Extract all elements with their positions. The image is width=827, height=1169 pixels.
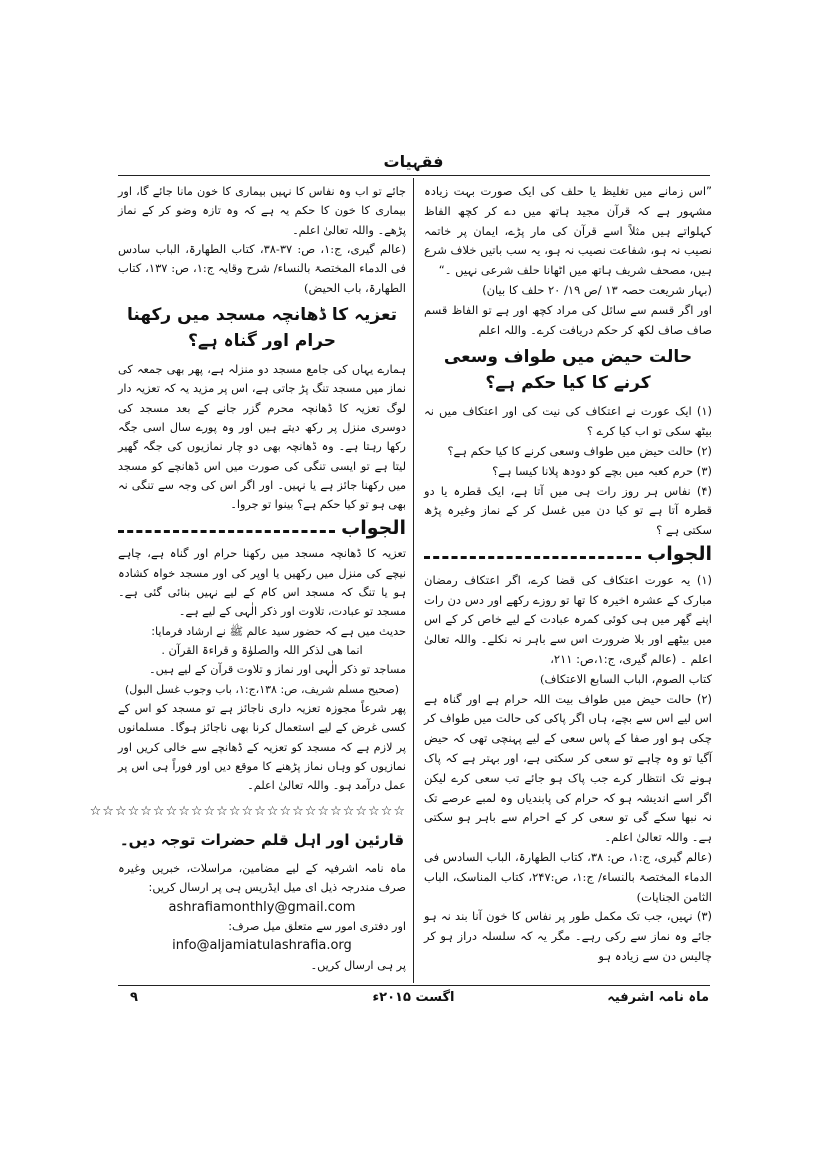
reference: (عالم گیری، ج:۱، ص: ۳۷-۳۸، کتاب الطھارۃ، الباب سادس فی الدماء المختصۃ بالنساء/ شرح وقایہ ج:۱، ص: ۱۳۷، کتاب الطھارۃ، باب الحیض) (118, 242, 406, 295)
answer-heading (424, 542, 712, 565)
question-4: (۴) نفاس ہر روز رات ہی میں آتا ہے، ایک قطرہ یا دو قطرہ آتا ہے تو کیا دن میں غسل کر کے نماز وغیرہ پڑھ سکتی ہے ؟ (424, 483, 712, 538)
email-link[interactable]: info@aljamiatulashrafia.org (172, 938, 352, 954)
left-column (89, 182, 406, 975)
answer-label: الجواب (647, 542, 712, 565)
question-3: (۳) حرم کعبہ میں بچے کو دودھ پلانا کیسا ہے؟ (492, 463, 712, 478)
right-column (424, 182, 712, 967)
answer-paragraph: تعزیہ کا ڈھانچہ مسجد میں رکھنا حرام اور گناہ ہے، چاہے نیچے کی منزل میں رکھیں یا اوپر کی اور مسجد خواہ کشادہ ہو یا تنگ کہ مسجد اس کام کے لیے نہیں بنائی گئی ہے۔ مسجد تو عبادت، تلاوت اور ذکر الٰہی کے لیے ہے۔ (118, 547, 406, 619)
notice-text: پر ہی ارسال کریں۔ (310, 958, 406, 972)
paragraph: اور اگر قسم سے سائل کی مراد کچھ اور ہے تو الفاظ قسم صاف صاف لکھ کر حکم دریافت کرے۔ واللہ اعلم (424, 302, 712, 337)
question-1: (۱) ایک عورت نے اعتکاف کی نیت کی اور اعتکاف میں نہ بیٹھ سکی تو اب کیا کرے ؟ (424, 404, 712, 439)
reference: (صحیح مسلم شریف، ص: ۱۳۸،ج:۱، باب وجوب غسل البول) (124, 682, 400, 696)
page-title: فقہیات (383, 152, 444, 171)
answer-3: (۳) نہیں، جب تک مکمل طور پر نفاس کا خون آنا بند نہ ہو جائے وہ نماز سے رکی رہے۔ مگر یہ کہ سلسلہ دراز ہو کر چالیس دن سے زیادہ ہو (424, 909, 712, 963)
answer-paragraph: مساجد تو ذکر الٰہی اور نماز و تلاوت قرآن کے لیے ہیں۔ (149, 663, 406, 677)
answer-1: (۱) یہ عورت اعتکاف کی قضا کرے، اگر اعتکاف رمضان مبارک کے عشرہ اخیرہ کا تھا تو روزے رکھے اور دس دن رات اپنے گھر میں ہی کوئی کمرہ عبادت کے لیے خاص کر کے اس میں بیٹھے اور بلا ضرورت اس سے باہر نہ نکلے۔ واللہ تعالیٰ اعلم ۔ (عالم گیری، ج:۱،ص: ۲۱۱، (424, 572, 712, 666)
footer-issue-date: اگست ۲۰۱۵ء (372, 990, 455, 1005)
paragraph: جائے تو اب وہ نفاس کا نہیں بیماری کا خون مانا جائے گا، اور بیماری کا خون کا حکم یہ ہے کہ وہ تازہ وضو کر کے نماز پڑھے۔ واللہ تعالیٰ اعلم۔ (118, 185, 406, 237)
section-heading: حالت حیض میں طواف وسعی کرنے کا کیا حکم ہے؟ (443, 347, 693, 394)
reference: (بہار شریعت حصہ ۱۳ /ص ۱۹/ ۲۰ حلف کا بیان) (482, 282, 712, 297)
answer-rule (424, 556, 641, 559)
notice-heading: قارئین اور اہل قلم حضرات توجہ دیں۔ (119, 830, 405, 849)
answer-label: الجواب (341, 516, 406, 539)
footer-rule (118, 985, 710, 986)
notice-text: اور دفتری امور سے متعلق میل صرف: (228, 920, 406, 933)
column-divider (413, 178, 414, 983)
page-number: ۹ (130, 990, 138, 1005)
email-link[interactable]: ashrafiamonthly@gmail.com (168, 899, 356, 915)
answer-paragraph: حدیث میں ہے کہ حضور سید عالم ﷺ نے ارشاد فرمایا: (151, 624, 406, 638)
arabic-hadith: انما ھی لذکر اللہ والصلوٰۃ و قراءۃ القرآن . (161, 643, 363, 657)
question-2: (۲) حالت حیض میں طواف وسعی کرنے کا کیا حکم ہے؟ (447, 443, 712, 458)
answer-heading (118, 516, 406, 539)
quote-paragraph: ”اس زمانے میں تغلیظ یا حلف کی ایک صورت بہت زیادہ مشہور ہے کہ قرآن مجید ہاتھ میں دے کر کچھ الفاظ کہلواتے ہیں مثلاً اسے قرآن کی مار پڑے، ایمان پر خاتمہ نصیب نہ ہو، شفاعت نصیب نہ ہو، یہ سب باتیں خلاف شرع ہیں، مصحف شریف ہاتھ میں اٹھانا حلف شرعی نہیں ۔“ (424, 184, 712, 278)
notice-text: ماہ نامہ اشرفیہ کے لیے مضامین، مراسلات، خبریں وغیرہ صرف مندرجہ ذیل ای میل ایڈریس ہی پر ارسال کریں: (118, 861, 406, 895)
question: ہمارے یہاں کی جامع مسجد دو منزلہ ہے، پھر بھی جمعہ کی نماز میں مسجد تنگ پڑ جاتی ہے، اس پر مزید یہ کہ تعزیہ دار لوگ تعزیہ کا ڈھانچہ محرم گزر جانے کے بعد مسجد کی دوسری منزل پر رکھ دیتے ہیں اور وہ پورے سال اسی جگہ رکھا رہتا ہے۔ وہ ڈھانچہ بھی دو چار نمازیوں کی جگہ گھیر لیتا ہے تو ایسی تنگی کی صورت میں اس ڈھانچے کو مسجد میں رکھنا جائز ہے یا نہیں۔ اور اگر اس کی وجہ سے تنگی نہ بھی ہو تو کیا حکم ہے؟ بینوا تو جروا۔ (118, 363, 406, 512)
header-rule (118, 175, 710, 176)
footer-magazine-name: ماہ نامہ اشرفیہ (607, 990, 709, 1005)
answer-rule (118, 530, 335, 533)
reference: کتاب الصوم، الباب السابع الاعتکاف) (540, 671, 712, 686)
answer-paragraph: پھر شرعاً مجوزہ تعزیہ داری ناجائز ہے تو مسجد کو اس کے کسی غرض کے لیے استعمال کرنا بھی ناجائز ہوگا۔ مسلمانوں پر لازم ہے کہ مسجد کو تعزیہ کے ڈھانچے سے خالی کریں اور نمازیوں کو وہاں نماز پڑھنے کا موقع دیں اور فوراً ہی اس پر عمل درآمد ہو۔ واللہ تعالیٰ اعلم۔ (118, 701, 406, 793)
answer-2: (۲) حالت حیض میں طواف بیت اللہ حرام ہے اور گناہ ہے اس لیے اس سے بچے، ہاں اگر پاکی کی حالت میں طواف کر چکی ہو اور صفا کے پاس سعی کے لیے پہنچی تھی کہ حیض آگیا تو وہ چاہے تو سعی کر سکتی ہے، اور بہتر ہے کہ پاک ہونے تک انتظار کرے جب پاک ہو جائے تب سعی کرے لیکن اگر اسے اندیشہ ہو کہ حرام کی پابندیاں وہ لمبے عرصے تک نہ نبھا سکے گی تو سعی کر کے احرام سے باہر ہو سکتی ہے۔ واللہ تعالیٰ اعلم۔ (424, 691, 712, 845)
section-heading: تعزیہ کا ڈھانچہ مسجد میں رکھنا حرام اور گناہ ہے؟ (127, 305, 397, 352)
reference: (عالم گیری، ج:۱، ص: ۳۸، کتاب الطھارۃ، الباب السادس فی الدماء المختصۃ بالنساء/ ج:۱، ص:۲۴۷، کتاب المناسک، الباب الثامن الجنایات) (424, 849, 712, 904)
star-divider: ☆☆☆☆☆☆☆☆☆☆☆☆☆☆☆☆☆☆☆☆☆☆☆☆☆ (89, 803, 406, 819)
